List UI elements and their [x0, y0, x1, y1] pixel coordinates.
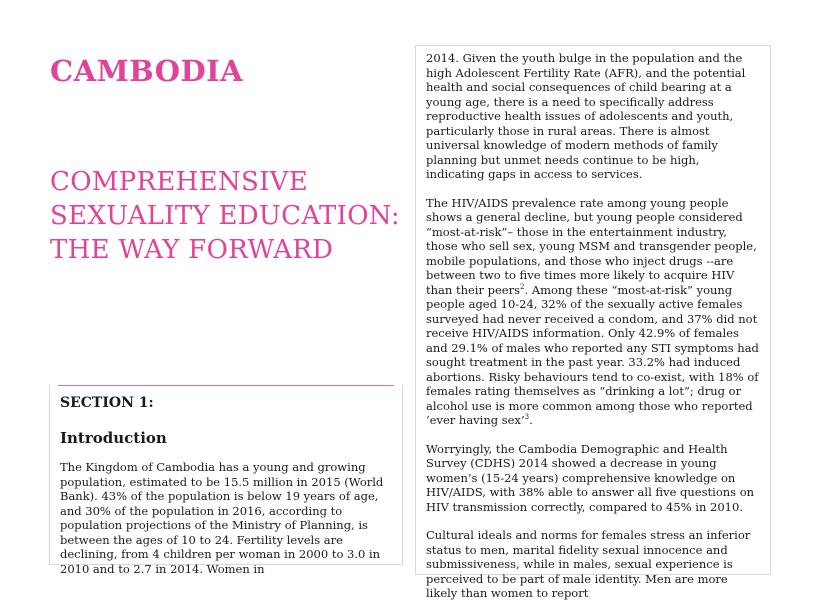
paragraph-text: The HIV/AIDS prevalence rate among young people shows a general decline, but young people considered “most-at-risk”– those in the entertainment industry, those who sell sex, young MSM and transgender people, mobile populations, and those who inject drugs --are between two to five times more likely to acquire HIV than their peers	[426, 195, 757, 297]
country-title: CAMBODIA	[50, 54, 244, 88]
paragraph-text: .	[529, 413, 533, 427]
document-title	[50, 166, 400, 267]
paragraph-text: . Among these “most-at-risk” young people aged 10-24, 32% of the sexually active females surveyed had never received a condom, and 37% did not receive HIV/AIDS information. Only 42.9% of females and 29.1% of males who reported any STI symptoms had sought treatment in the past year. 33.2% had induced abortions. Risky behaviours tend to co-exist, with 18% of females rating themselves as “drinking a lot”; drug or alcohol use is more common among those who reported ‘ever having sex’	[426, 282, 759, 427]
footnote-ref[interactable]: 3	[524, 413, 530, 422]
title-line: COMPREHENSIVE	[50, 167, 309, 197]
body-column	[415, 45, 771, 600]
title-line: THE WAY FORWARD	[50, 234, 334, 265]
title-line: SEXUALITY EDUCATION:	[50, 200, 400, 231]
section-heading: Introduction	[60, 429, 167, 447]
introduction-box	[49, 385, 403, 576]
footnote-ref[interactable]: 2	[519, 282, 525, 291]
section-divider	[58, 385, 394, 386]
intro-paragraph: The Kingdom of Cambodia has a young and growing population, estimated to be 15.5 million in 2015 (World Bank). 43% of the population is below 19 years of age, and 30% of the population in 2016, according to population projections of the Ministry of Planning, is between the ages of 10 to 24. Fertility levels are declining, from 4 children per woman in 2000 to 3.0 in 2010 and to 2.7 in 2014. Women in	[60, 460, 384, 576]
paragraph-fertility: 2014. Given the youth bulge in the population and the high Adolescent Fertility Rate (AFR), and the potential health and social consequences of child bearing at a young age, there is a need to specifically address reproductive health issues of adolescents and youth, particularly those in rural areas. There is almost universal knowledge of modern methods of family planning but unmet needs continue to be high, indicating gaps in access to services.	[426, 51, 746, 181]
header-logos	[0, 0, 825, 6]
section-label: SECTION 1:	[60, 395, 154, 411]
paragraph-hiv-prevalence	[426, 196, 760, 428]
paragraph-cdhs: Worryingly, the Cambodia Demographic and Health Survey (CDHS) 2014 showed a decrease in young women’s (15-24 years) comprehensive knowledge on HIV/AIDS, with 38% able to answer all five questions on HIV transmission correctly, compared to 45% in 2010.	[426, 441, 755, 514]
paragraph-cultural-norms: Cultural ideals and norms for females stress an inferior status to men, marital fidelity sexual innocence and submissiveness, while in males, sexual experience is perceived to be part of male identity. Men are more likely than women to report	[426, 528, 751, 600]
